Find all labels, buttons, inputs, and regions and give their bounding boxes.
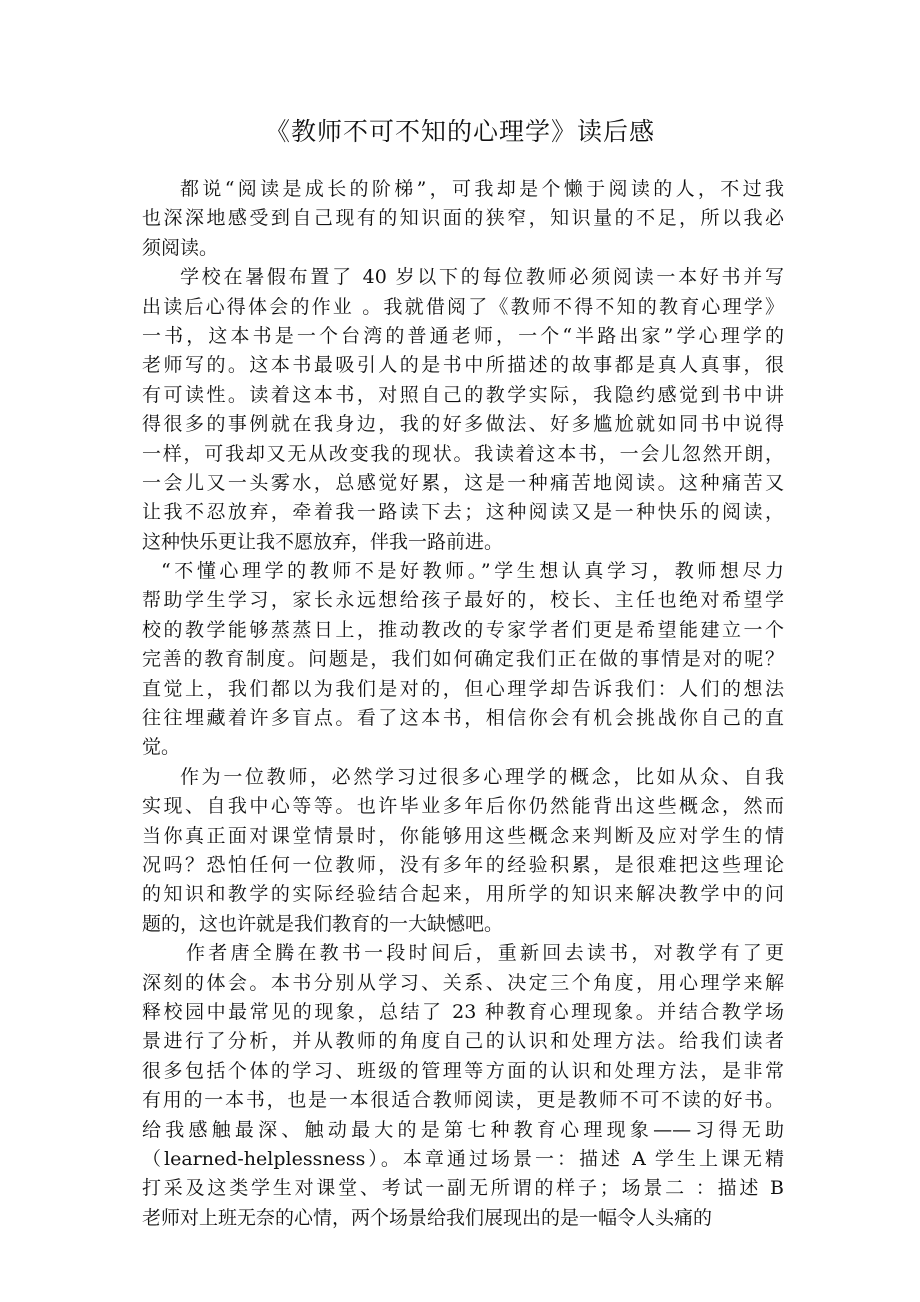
paragraph-line: 有用的一本书，也是一本很适合教师阅读，更是教师不可不读的好书。 [142,1089,784,1112]
paragraph-line: 很多包括个体的学习、班级的管理等方面的认识和处理方法，是非常 [142,1059,784,1082]
paragraph-line: 往往埋藏着许多盲点。看了这本书，相信你会有机会挑战你自己的直 [142,707,784,730]
paragraph-line: 让我不忍放弃，牵着我一路读下去；这种阅读又是一种快乐的阅读， [142,501,784,524]
paragraph-line: 有可读性。读着这本书，对照自己的教学实际，我隐约感觉到书中讲 [142,383,784,406]
paragraph [142,763,784,939]
paragraph-line: 老师对上班无奈的心情，两个场景给我们展现出的是一幅令人头痛的 [142,1206,713,1229]
paragraph-line: 校的教学能够蒸蒸日上，推动教改的专家学者们更是希望能建立一个 [142,618,784,641]
paragraph-line: 实现、自我中心等等。也许毕业多年后你仍然能背出这些概念，然而 [142,795,784,818]
paragraph-line: 的知识和教学的实际经验结合起来，用所学的知识来解决教学中的问 [142,883,784,906]
paragraph-line: 老师写的。这本书最吸引人的是书中所描述的故事都是真人真事，很 [142,354,784,377]
paragraph-line: 释校园中最常见的现象，总结了 23 种教育心理现象。并结合教学场 [142,1000,784,1023]
paragraph-line: 当你真正面对课堂情景时，你能够用这些概念来判断及应对学生的情 [142,824,784,847]
paragraph-line: （learned-helplessness）。本章通过场景一：描述 A 学生上课无精 [142,1147,784,1170]
paragraph-line: 作为一位教师，必然学习过很多心理学的概念，比如从众、自我 [180,765,784,788]
paragraph-line: 这种快乐更让我不愿放弃，伴我一路前进。 [142,530,504,553]
paragraph-line: 都说“阅读是成长的阶梯”，可我却是个懒于阅读的人，不过我 [180,178,784,200]
paragraph [142,939,784,1233]
document-title: 《教师不可不知的心理学》读后感 [264,117,655,146]
paragraph-line: 题的，这也许就是我们教育的一大缺憾吧。 [142,912,504,935]
paragraph [142,263,784,557]
paragraph-line: 学校在暑假布置了 40 岁以下的每位教师必须阅读一本好书并写 [180,266,784,289]
paragraph-line: 作者唐全腾在教书一段时间后，重新回去读书，对教学有了更 [186,942,784,965]
paragraph-line: 况吗？恐怕任何一位教师，没有多年的经验积累，是很难把这些理论 [142,853,784,876]
paragraph-line: 觉。 [142,736,181,759]
paragraph-line: 帮助学生学习，家长永远想给孩子最好的，校长、主任也绝对希望学 [142,589,784,612]
paragraph-line: 打采及这类学生对课堂、考试一副无所谓的样子；场景二 ：描述 B [142,1177,784,1200]
paragraph-line: 深刻的体会。本书分别从学习、关系、决定三个角度，用心理学来解 [142,971,784,994]
paragraph-line: 一样，可我却又无从改变我的现状。我读着这本书，一会儿忽然开朗， [142,442,784,465]
paragraph [142,175,784,263]
paragraph-line: 也深深地感受到自己现有的知识面的狭窄，知识量的不足，所以我必 [142,207,784,230]
paragraph-line: 一会儿又一头雾水，总感觉好累，这是一种痛苦地阅读。这种痛苦又 [142,471,784,494]
paragraph-line: 须阅读。 [142,236,219,259]
paragraph-line: “不懂心理学的教师不是好教师。”学生想认真学习，教师想尽力 [161,560,784,583]
paragraph-line: 给我感触最深、触动最大的是第七种教育心理现象——习得无助 [142,1118,784,1141]
paragraph-line: 出读后心得体会的作业 。我就借阅了《教师不得不知的教育心理学》 [142,295,784,318]
document-body [142,175,784,1233]
paragraph-line: 直觉上，我们都以为我们是对的，但心理学却告诉我们：人们的想法 [142,677,784,700]
paragraph-line: 景进行了分析，并从教师的角度自己的认识和处理方法。给我们读者 [142,1030,784,1053]
paragraph-line: 完善的教育制度。问题是，我们如何确定我们正在做的事情是对的呢？ [142,648,784,671]
paragraph-line: 一书，这本书是一个台湾的普通老师，一个“半路出家”学心理学的 [142,324,784,347]
paragraph [142,557,784,763]
paragraph-line: 得很多的事例就在我身边，我的好多做法、好多尴尬就如同书中说得 [142,413,784,436]
